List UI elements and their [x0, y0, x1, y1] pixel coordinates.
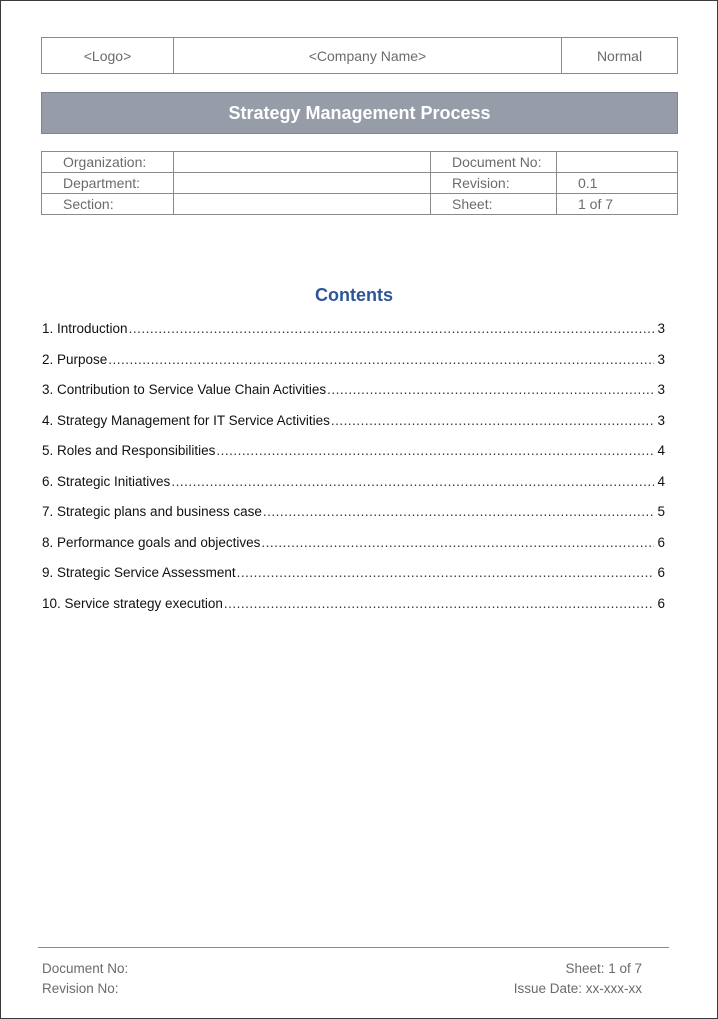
toc-leader-dots: [261, 533, 654, 553]
meta-row: [42, 152, 678, 173]
toc-entry-label[interactable]: 7. Strategic plans and business case: [42, 504, 262, 519]
table-of-contents: [42, 319, 665, 624]
toc-entry-label[interactable]: 1. Introduction: [42, 321, 128, 336]
toc-entry-page[interactable]: 6: [657, 534, 665, 550]
toc-entry-label[interactable]: 4. Strategy Management for IT Service Activities: [42, 412, 330, 428]
toc-entry[interactable]: [42, 319, 665, 350]
toc-entry-page[interactable]: 6: [657, 595, 665, 611]
revision-label: Revision:: [431, 173, 557, 194]
logo-placeholder: <Logo>: [42, 38, 174, 73]
toc-leader-dots: [108, 350, 654, 370]
toc-entry-page[interactable]: 4: [657, 443, 665, 458]
sheet-value: 1 of 7: [557, 194, 678, 215]
document-title: Strategy Management Process: [41, 92, 678, 134]
toc-entry-label[interactable]: 2. Purpose: [42, 351, 108, 367]
company-name: <Company Name>: [174, 38, 562, 73]
footer-divider: [38, 947, 669, 948]
footer-issue-date: Issue Date: xx-xxx-xx: [513, 981, 642, 996]
meta-row: [42, 173, 678, 194]
toc-entry[interactable]: [42, 472, 665, 503]
toc-leader-dots: [237, 563, 655, 583]
document-no-label: Document No:: [431, 152, 557, 173]
toc-leader-dots: [171, 472, 654, 492]
toc-entry-page[interactable]: 3: [657, 412, 665, 428]
toc-entry-page[interactable]: 3: [657, 351, 665, 367]
toc-entry-label[interactable]: 3. Contribution to Service Value Chain Activities: [42, 382, 327, 397]
toc-entry[interactable]: [42, 563, 665, 594]
toc-entry-page[interactable]: 3: [657, 382, 665, 397]
toc-entry[interactable]: [42, 441, 665, 472]
department-label: Department:: [42, 173, 174, 194]
sheet-label: Sheet:: [431, 194, 557, 215]
toc-leader-dots: [331, 411, 655, 431]
toc-entry-label[interactable]: 10. Service strategy execution: [42, 595, 223, 611]
toc-entry[interactable]: [42, 594, 665, 625]
organization-label: Organization:: [42, 152, 174, 173]
page-footer: [42, 959, 642, 999]
toc-entry-label[interactable]: 9. Strategic Service Assessment: [42, 565, 236, 580]
toc-leader-dots: [263, 502, 655, 522]
revision-value: 0.1: [557, 173, 678, 194]
toc-entry-page[interactable]: 4: [657, 473, 665, 489]
toc-leader-dots: [327, 380, 654, 400]
toc-entry-label[interactable]: 5. Roles and Responsibilities: [42, 443, 216, 458]
meta-row: [42, 194, 678, 215]
toc-entry-page[interactable]: 3: [657, 321, 665, 336]
toc-entry[interactable]: [42, 411, 665, 442]
toc-entry[interactable]: [42, 380, 665, 411]
section-value: [174, 194, 431, 215]
toc-entry[interactable]: [42, 502, 665, 533]
toc-entry-page[interactable]: 6: [657, 565, 665, 580]
department-value: [174, 173, 431, 194]
document-no-value: [557, 152, 678, 173]
toc-entry[interactable]: [42, 350, 665, 381]
toc-leader-dots: [224, 594, 655, 614]
document-meta-table: [41, 151, 678, 215]
footer-sheet: Sheet: 1 of 7: [565, 961, 642, 976]
header-table: [41, 37, 678, 74]
toc-leader-dots: [216, 441, 654, 461]
contents-heading: Contents: [315, 285, 393, 305]
toc-entry[interactable]: [42, 533, 665, 564]
toc-entry-label[interactable]: 8. Performance goals and objectives: [42, 534, 261, 550]
footer-document-no: Document No:: [42, 961, 129, 976]
toc-entry-label[interactable]: 6. Strategic Initiatives: [42, 473, 171, 489]
organization-value: [174, 152, 431, 173]
classification-label: Normal: [596, 47, 643, 64]
footer-revision-no: Revision No:: [42, 981, 119, 996]
section-label: Section:: [42, 194, 174, 215]
toc-entry-page[interactable]: 5: [657, 504, 665, 519]
toc-leader-dots: [129, 319, 655, 339]
